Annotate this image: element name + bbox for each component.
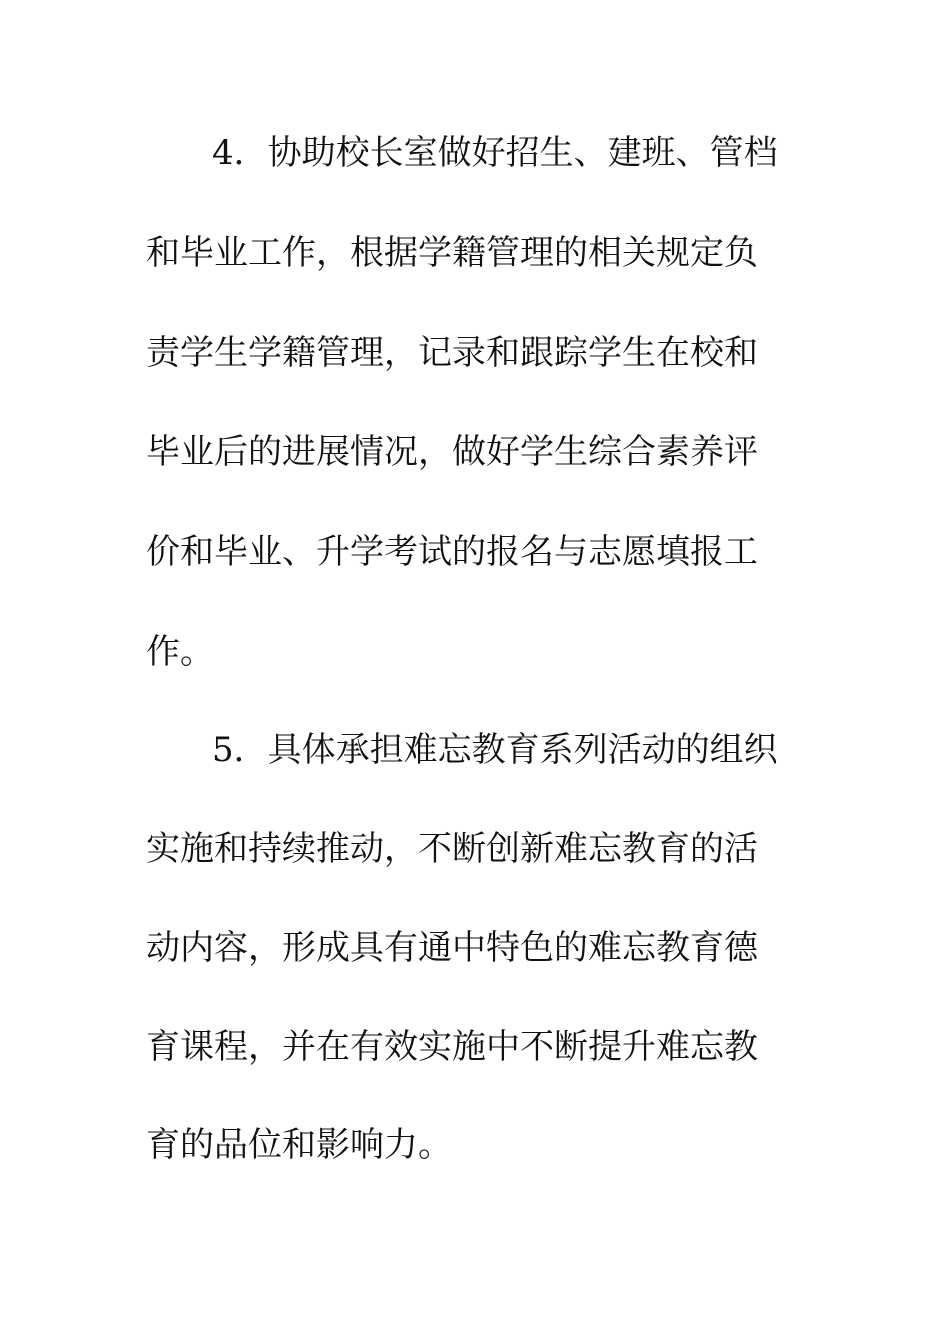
text-line: 育的品位和影响力。 <box>146 1125 452 1165</box>
paragraph-1-line-1 <box>0 123 950 183</box>
paragraph-1-line-2 <box>0 223 950 283</box>
text-line: 4．协助校长室做好招生、建班、管档 <box>212 133 778 173</box>
text-line: 育课程，并在有效实施中不断提升难忘教 <box>146 1027 758 1067</box>
paragraph-1-line-4 <box>0 422 950 482</box>
paragraph-1-line-5 <box>0 522 950 582</box>
text-line: 和毕业工作，根据学籍管理的相关规定负 <box>146 233 758 273</box>
text-line: 责学生学籍管理，记录和跟踪学生在校和 <box>146 333 758 373</box>
paragraph-2-line-1 <box>0 720 950 780</box>
paragraph-2-line-2 <box>0 819 950 879</box>
text-line: 5．具体承担难忘教育系列活动的组织 <box>212 730 778 770</box>
text-line: 价和毕业、升学考试的报名与志愿填报工 <box>146 532 758 572</box>
text-line: 毕业后的进展情况，做好学生综合素养评 <box>146 432 758 472</box>
paragraph-1-line-6 <box>0 622 950 682</box>
paragraph-1-line-3 <box>0 323 950 383</box>
paragraph-2-line-4 <box>0 1017 950 1077</box>
text-line: 动内容，形成具有通中特色的难忘教育德 <box>146 928 758 968</box>
paragraph-2-line-3 <box>0 918 950 978</box>
text-line: 作。 <box>146 632 214 672</box>
paragraph-2-line-5 <box>0 1115 950 1175</box>
text-line: 实施和持续推动，不断创新难忘教育的活 <box>146 829 758 869</box>
